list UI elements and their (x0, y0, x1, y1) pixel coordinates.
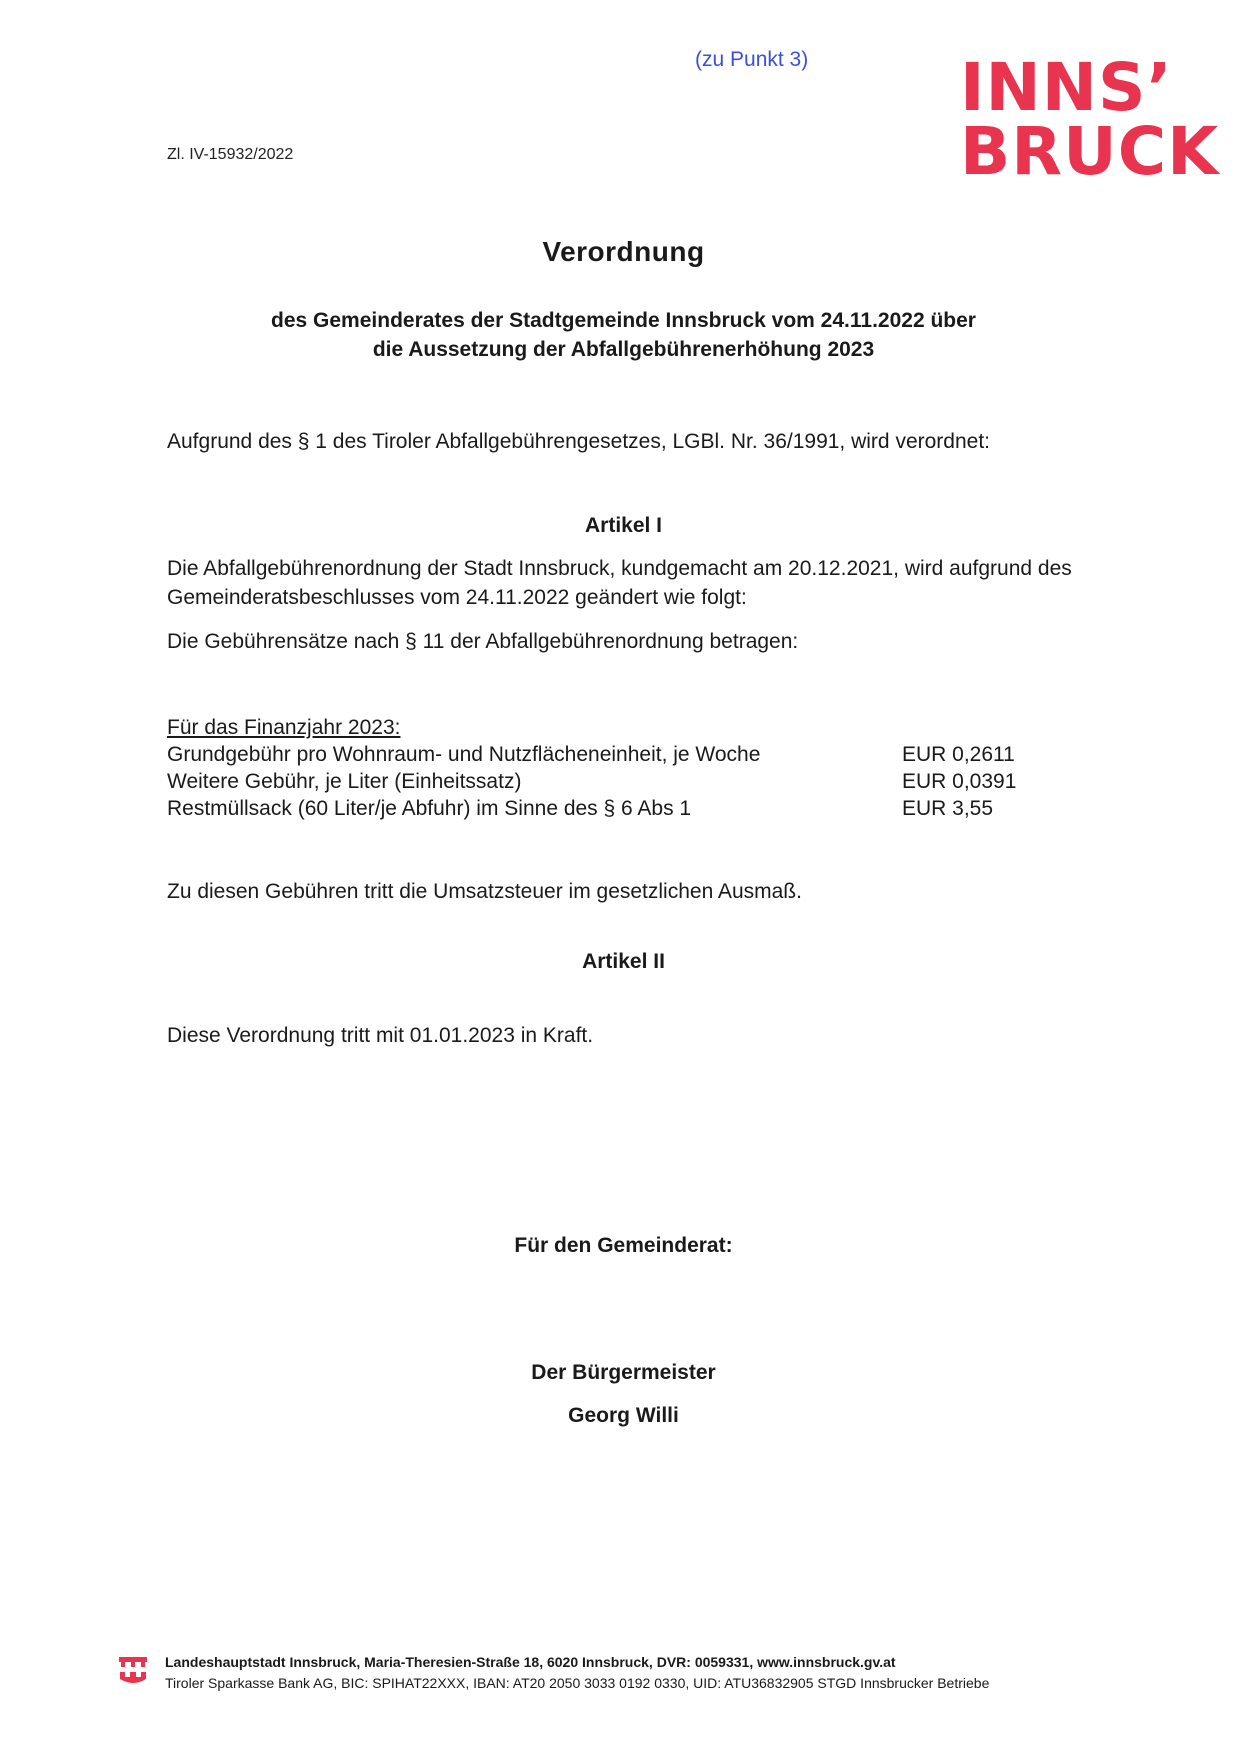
fee-row (167, 795, 1067, 822)
footer-bank-details: Tiroler Sparkasse Bank AG, BIC: SPIHAT22XXX, IBAN: AT20 2050 3033 0192 0330, UID: ATU36832905 STGD Innsbrucker Betriebe (165, 1675, 990, 1691)
document-title: Verordnung (542, 236, 705, 267)
article-1-paragraph-line-1: Die Abfallgebührenordnung der Stadt Innsbruck, kundgemacht am 20.12.2021, wird aufgrund des (167, 557, 1072, 580)
innsbruck-logo (960, 49, 1220, 190)
fee-amount: EUR 3,55 (902, 797, 994, 820)
footer-text (165, 1652, 989, 1694)
article-1-paragraph (167, 554, 1072, 612)
fee-row (167, 768, 1067, 795)
signature-name: Georg Willi (568, 1404, 679, 1427)
article-1-paragraph-line-2: Gemeinderatsbeschlusses vom 24.11.2022 geändert wie folgt: (167, 586, 747, 609)
fee-table-title: Für das Finanzjahr 2023: (167, 716, 401, 739)
subtitle-line-1: des Gemeinderates der Stadtgemeinde Innsbruck vom 24.11.2022 über (271, 309, 976, 332)
article-2-heading: Artikel II (582, 950, 665, 973)
fee-table (167, 714, 1067, 822)
fee-rates-intro: Die Gebührensätze nach § 11 der Abfallgebührenordnung betragen: (167, 630, 799, 653)
logo-line-2: BRUCK (960, 113, 1220, 190)
logo-line-1: INNS’ (960, 49, 1173, 126)
fee-amount: EUR 0,0391 (902, 770, 1017, 793)
city-crest-icon (118, 1656, 148, 1686)
fee-label: Grundgebühr pro Wohnraum- und Nutzflächeneinheit, je Woche (167, 743, 761, 766)
subtitle-line-2: die Aussetzung der Abfallgebührenerhöhung 2023 (372, 338, 875, 361)
fee-amount: EUR 0,2611 (902, 743, 1015, 766)
preamble: Aufgrund des § 1 des Tiroler Abfallgebührengesetzes, LGBl. Nr. 36/1991, wird verordnet: (167, 430, 990, 453)
tax-note: Zu diesen Gebühren tritt die Umsatzsteuer im gesetzlichen Ausmaß. (167, 880, 802, 903)
article-1-heading: Artikel I (584, 514, 663, 537)
document-subtitle (0, 306, 1247, 364)
fee-row (167, 741, 1067, 768)
footer-address: Landeshauptstadt Innsbruck, Maria-Theresien-Straße 18, 6020 Innsbruck, DVR: 0059331, www.innsbruck.gv.at (165, 1654, 896, 1670)
fee-label: Weitere Gebühr, je Liter (Einheitssatz) (167, 770, 522, 793)
fee-label: Restmüllsack (60 Liter/je Abfuhr) im Sinne des § 6 Abs 1 (167, 797, 692, 820)
reference-number: Zl. IV-15932/2022 (167, 146, 294, 163)
article-2-text: Diese Verordnung tritt mit 01.01.2023 in Kraft. (167, 1024, 594, 1047)
signature-role: Der Bürgermeister (531, 1361, 716, 1384)
signature-for-council: Für den Gemeinderat: (514, 1234, 733, 1257)
agenda-note: (zu Punkt 3) (695, 48, 809, 71)
